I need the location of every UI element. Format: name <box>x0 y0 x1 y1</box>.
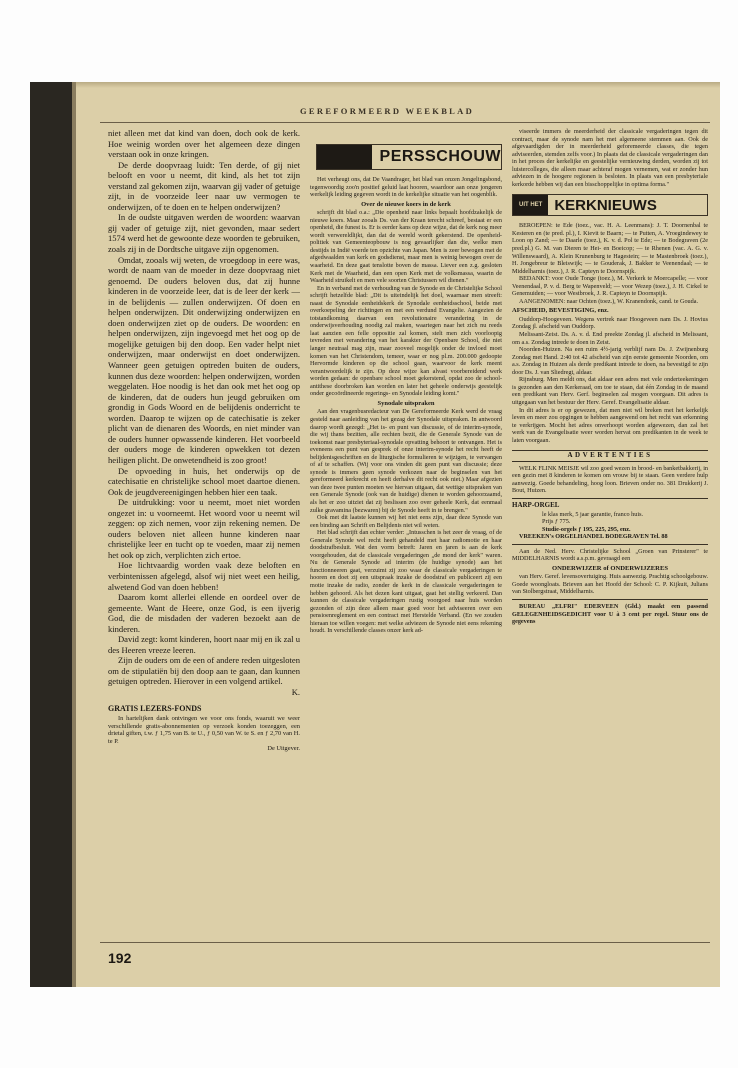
advertenties-heading: ADVERTENTIES <box>512 450 708 462</box>
divider <box>512 544 708 545</box>
advert-line: le klas merk, 5 jaar garantie, franco huis. <box>542 510 644 518</box>
paragraph: In dit adres is er op gewezen, dat men niet wil breken met het kerkelijk leven en meer zou opgingen te hebben aangewend om het recht van erkenning te verkrijgen. Mocht het adres onverhoopt worden afgewezen, dan zal het werk van de Evangelisatie weer worden hervat om predikanten in de week te laten voorgaan. <box>512 406 708 444</box>
paragraph: Daarom komt allerlei ellende en oordeel over de gemeente. Want de Heere, onze God, is een ijverig God, die de misdaden der vaderen bezoekt aan de kinderen. <box>108 592 300 634</box>
subheading: Synodale uitspraken <box>377 399 435 407</box>
paragraph: Het blad schrijft dan echter verder: „Intusschen is het zeer de vraag, of de Generale Synode wel recht heeft gehandeld met haar radiomotie en haar doodstrafbesluit. Wat den vorm betreft: Jaren en jaren is aan de kerk voorgehouden, dat de classicale vergaderingen „de mond der kerk" waren. Nu de Generale Synode ad interim (de huidige synode) aan het functionneeren gaat, verzuimt zij zoo waar de classicale vergaderingen te hooren en doet zij een uitspraak inzake de doodstraf en publiceert zij een motie inzake de radio, zonder de kerk in de classicale vergaderingen te hebben gehoord. Als het dezen kant uitgaat, gaat het stellig verkeerd. Dan kunnen de classicale vergaderingen rustig voorgoed naar huis worden gezonden of zijn deze alleen maar goed voor het adviseeren over een pensioenreglement en een contract met Herstelde Verband. (En we zouden hieraan toe willen voegen: met welke adviezen de Synode niet eens rekening houdt. In verschillende classes onzer kerk ad- <box>310 529 502 635</box>
paragraph: niet alleen met dat kind van doen, doch ook de kerk. Hoe weinig worden over het algemeen deze dingen verstaan ook in onze kringen. <box>108 128 300 160</box>
column-2 <box>310 128 502 936</box>
fonds-signoff: De Uitgever. <box>267 745 300 753</box>
advert: WELK FLINK MEISJE wil zoo goed wezen in brood- en banketbakkerij, in een gezin met 8 kinderen te komen om vrouw bij te staan. Geen verdere hulp aanwezig. Goede behandeling, hoog loon. Brieven onder no. 381 Drukkerij J. Bout, Huizen. <box>512 464 708 495</box>
paragraph: viseerde immers de meerderheid der classicale vergaderingen tegen dit contract, maar de synode nam het met algemeene stemmen aan. Ook de afgevaardigden der in meerderheid geforemeerde classes, die tegen adviseerden, stemden zelfs voor.) In plaats dat de classicale vergaderingen dan in het proces der kerkelijke en geestelijke vernieuwing derden, worden zij tot luistercolleges, die alleen maar achteraf mogen vernemen, wat er zonder hun adviezen in de hoogere regionen is besloten. In plaats van een presbyteriale kerkorde hebben wij dan een bisschoppelijke in optima forma." <box>512 128 708 188</box>
advert-line: Prijs ƒ 775. <box>542 518 571 526</box>
divider <box>512 498 708 499</box>
paragraph: Ook met dit laatste kunnen wij het niet eens zijn, daar deze Synode van een binding aan Schrift en Belijdenis niet wil weten. <box>310 514 502 529</box>
advert: Aan de Ned. Herv. Christelijke School „Groen van Prinsterer" te MIDDELHARNIS wordt a.s.p.m. gevraagd een <box>512 547 708 563</box>
column-1 <box>108 128 300 936</box>
paragraph: Omdat, zooals wij weten, de vroegdoop in eere was, wordt de naam van de moeder in deze doopvraag niet genoemd. De ouders beloven dus, dat zij hunne kinderen in de voorzeide leer, dat is de leer der kerk — in de belijdenis — zullen onderwijzen. Of doen en helpen onderwijzen. Dit onderwijzing onderwijzen en doen onderwijzen ziet op de ouders. De woorden: en helpen onderwijzen, zijn ingevoegd met het oog op de mogelijke getuigen bij den doop. Een vader helpt niet onderwijzen, maar onderwijst en doet onderwijzen. Wanneer geen getuigen optreden buiten de ouders, kunnen dus deze woorden: helpen onderwijzen, worden weggelaten. Hoe noodig is het dan ook met het oog op de kinderen, dat de ouders hun jeugd gebruiken om grondig in Gods Woord en de belijdenis onderricht te worden. Daarop te wijzen op de catechisatie is zeker plicht van de dienaren des Woords, en niet minder van de ouders hunner opwassende kinderen. Het voorbeeld der ouders moge de kinderen opwekken tot dezen heiligen plicht. De onwetendheid is zoo groot! <box>108 254 300 465</box>
paragraph: Noorden-Huizen. Na een ruim 4½-jarig verblijf nam Ds. J. Zwijnenburg Zondag met Hand. 2:40 tot 42 afscheid van zijn eerste gemeente Noorden, om a.s. Zondag in Huizen als derde predikant intrede te doen, na bevestigd te zijn door Ds. J. van Sliedregt, aldaar. <box>512 346 708 376</box>
masthead: GEREFORMEERD WEEKBLAD <box>300 106 475 116</box>
paragraph: Hoe lichtvaardig worden vaak deze beloften en verbintenissen afgelegd, alsof wij niet weet een heilig, alwetend God van doen hebben! <box>108 560 300 592</box>
paragraph: Het verheugt ons, dat De Vaandrager, het blad van onzen Jongelingsbond, tegenwoordig zoo'n positief geluid laat hooren, waardoor aan onze jongeren werkelijk leiding gegeven wordt in de kerkelijke situatie van het oogenblik. <box>310 176 502 199</box>
paragraph: Rijnsburg. Men meldt ons, dat aldaar een adres met vele onderteekeningen is gezonden aan den Kerkeraad, om toe te staan, dat één Zondag in de maand een predikant van Herv. Gerf. beginselen zal mogen voorgaan. Dit adres is uitgegaan van het bestuur der Herv. Geref. Evangelisatie aldaar. <box>512 376 708 406</box>
paragraph: En in verband met de verhouding van de Synode en de Christelijke School schrijft hetzelfde blad: „Dit is uiteindelijk het doel, waarnaar men streeft: naast de Synodale eenheidskerk de Synodale eenheidsschool, beide met overkoepeling der richtingen en met een verdund Evangelie. Aangezien de totstandkoming daarvan een revolutionaire verandering in de onderwijsverhouding noodig zal maken, waartegen naar het zich nu reeds laat aanzien een felle oppositie zal komen, stelt men zich voorloopig tevreden met verandering van het karakter der Openbare School, die niet langer neutraal mag zijn, maar zooveel mogelijk onder de invloed moet komen van het Christendom, temeer, waar er nog pl.m. 200.000 gedoopte Hervormde kinderen op die school gaan, waarvoor de kerk meent verantwoordelijk te zijn. Op deze wijze kan alvast voorbereidend werk worden gedaan: de openbare school moet gekerstend, opdat zoo de school-antithese doorbroken kan worden en later het geheele onderwijs geestelijk onder gecoördineerde regerings- en Synodale leiding komt." <box>310 284 502 398</box>
advert: BUREAU „ELFRI" EDERVEEN (Gld.) maakt een passend GELEGENHEIDSGEDICHT voor U à 3 cent per regel. Stuur ons de gegevens <box>512 602 708 626</box>
divider <box>512 599 708 600</box>
paragraph: De opvoeding in huis, het onderwijs op de catechisatie en christelijke school moet daartoe dienen. Ook de jeugdvereenigingen hebben hier een taak. <box>108 465 300 497</box>
fonds-text: In hartelijken dank ontvingen we voor ons fonds, waaruit we weer verschillende gratis-abonnementen op verzoek konden toezeggen, een drietal giften, t.w. ƒ 1,75 van B. te U., ƒ 0,50 van W. te S. en ƒ 2,70 van H. te P. <box>108 715 300 745</box>
book-spine <box>30 82 74 987</box>
masthead-rule <box>100 122 710 123</box>
paragraph: schrijft dit blad o.a.: „Die openheid naar links bepaalt hoofdzakelijk de nieuwe koers. Maar zooals Ds. van der Kraan terecht schreef, bestaat er een openheid, die funest is. Er is eerder kans op deze wijze, dat de kerk nog meer wordt verwereldlijkt, dan dat de wereld wordt gekerstend. De openheid-politiek van Gemeenteopbouw is nog gevaarlijker dan die, welke men destijds in Indië voerde ten opzichte van Japan. Men is zeer bewogen met de afgedwaalden van kerk en godsdienst, maar men is weinig bewogen over de waarheid. En deze gaat tenslotte boven de massa. Liever een z.g. gesloten Kerk met de Waarheid, dan een open Kerk met de volksmassa, waarin de Waarheid struikelt en men vele soorten Christussen wil dienen." <box>310 209 502 285</box>
paragraph: De uitdrukking: voor u neemt, moet niet worden ongezet in: u voorneemt. Het woord voor u neemt wil zeggen: op zich nemen, voor zijn rekening nemen. De ouders beloven niet alleen hunne kinderen naar christelijke leer en tucht op te voeden, maar zij nemen het ook op zich, verplichten zich ertoe. <box>108 497 300 560</box>
advert-heading: ONDERWIJZER of ONDERWIJZERES <box>551 564 669 572</box>
paragraph: BEDANKT: voor Oude Tonge (toez.), M. Verkerk te Moercapelle; — voor Veenendaal, P. v. d. Berg te Wapenveld; — voor Wezep (toez.), J. H. Cirkel te Genemuiden; — voor Westbroek, J. R. Capteyn te Doornspijk. <box>512 275 708 298</box>
paragraph: In de oudste uitgaven werden de woorden: waarvan gij vader of getuige zijt, niet gevonden, maar sedert 1574 werd het de gewoonte deze woorden te gebruiken, zoals zij in de Dordtsche uitgave zijn opgenomen. <box>108 212 300 255</box>
signoff-initial: K. <box>291 686 300 697</box>
persschouw-header <box>316 144 502 170</box>
page-number: 192 <box>108 950 132 966</box>
bottom-rule <box>100 942 710 943</box>
advert-shop: VREEKEN's ORGELHANDEL BODEGRAVEN Tel. 88 <box>519 533 668 541</box>
paragraph: David zegt: komt kinderen, hoort naar mij en ik zal u des Heeren vreeze leeren. <box>108 634 300 655</box>
column-3 <box>512 128 708 936</box>
fonds-signoff-row <box>108 745 300 753</box>
subheading: Over de nieuwe koers in de kerk <box>361 200 451 208</box>
paragraph: Melissant-Zeist. Ds. A. v. d. End preekte Zondag jl. afscheid in Melissant, om a.s. Zondag intrede te doen in Zeist. <box>512 331 708 346</box>
subheading: AFSCHEID, BEVESTIGING, enz. <box>512 307 609 315</box>
kerknieuws-header <box>512 194 708 216</box>
paragraph: AANGENOMEN: naar Ochten (toez.), W. Kranendonk, cand. te Gouda. <box>519 297 699 305</box>
page-shadow <box>76 82 720 88</box>
persschouw-title: PERSSCHOUW <box>379 148 501 166</box>
paragraph: Ouddorp-Hoogeveen. Wegens vertrek naar Hoogeveen nam Ds. J. Hovius Zondag jl. afscheid van Ouddorp. <box>512 315 708 331</box>
paragraph: Aan den vragenbusredacteur van De Gereformeerde Kerk werd de vraag gesteld naar aanleiding van het gezag der Synodale uitspraken. In antwoord daarop wordt gezegd: „Het is- en punt van discussie, of de interim-synode, die wij thans bezitten, alle rechten bezit, die de Generale Synode van de toekomst naar presbyteriaal-synodale opvatting behoort te ontvangen. Het is eveneens een punt van gesprek of onze interim-synode het recht heeft de belijdenisgeschriften en de liturgische formulieren te wijzigen, te vervangen of af te schaffen. (Wij voor ons vinden dit geen punt van discussie; deze synode is immers geen synode verkozen naar de beginselen van het gereformeerd kerkrecht en heeft derhalve dit recht ook niet.) Maar afgezien van deze twee punten moeten we hiervan uitgaan, dat wettige uitspraken van een Generale Synode (ook van de huidige) dienen te worden gehoorzaamd, als het er zoo uitziet dat zij beslissen zoo over geheele Kerk, dat eenmaal zulke gravamina (bezwaren) bij de Synode heeft in te brengen." <box>310 408 502 514</box>
kerknieuws-prefix: UIT HET <box>513 195 548 215</box>
fonds-heading: GRATIS LEZERS-FONDS <box>108 703 202 713</box>
persschouw-bar <box>317 145 372 169</box>
paragraph: De derde doopvraag luidt: Ten derde, of gij niet belooft en voor u neemt, dit kind, als het tot zijn verstand zal gekomen zijn, waarvan gij vader of getuige zijt, in de voorzeide leer naar uw vermogen te onderwijzen, of te doen en te helpen onderwijzen? <box>108 159 300 212</box>
advert-line: Studie-orgels ƒ 195, 225, 295, enz. <box>542 525 631 533</box>
kerknieuws-title: KERKNIEUWS <box>554 196 657 214</box>
paragraph: Zijn de ouders om de een of andere reden uitgesloten om de stipulatiën bij den doop aan te gaan, dan kunnen getuigen optreden. Hierover in een volgend artikel. <box>108 655 300 687</box>
advert: van Herv. Geref. levensovertuiging. Huis aanwezig. Prachtig schoolgebouw. Goede woongloats. Brieven aan het Hoofd der School: C. P. Kijkuit, Julians van Stolbergstraat, Middelharnis. <box>512 573 708 596</box>
article-signoff <box>108 687 300 698</box>
advert-heading: HARP-ORGEL <box>512 500 560 509</box>
paragraph: BEROEPEN: te Ede (toez., vac. H. A. Leenmans): J. T. Doornenbal te Kesteren en (te pred. pl.), I. Kievit te Baarn; — te Putten, A. Vroegindewey te Loon op Zand; — te Daarle (toez.), K. v. d. Pol te Ede; — te Bodegraven (2e pred.pl.) G. M. van Dieren te Hei- en Boeicop; — te Rhenen (vac. A. G. v. Willenswaard), A. Klein Krunenburg te Hagestein; — te Mastenbroek (toez.), H. Jongebreur te Bleiswijk; — te Gouderak, J. Bakker te Veenendaal; — te Middelharnis (toez.), J. R. Capteyn te Doornspijk. <box>512 222 708 275</box>
